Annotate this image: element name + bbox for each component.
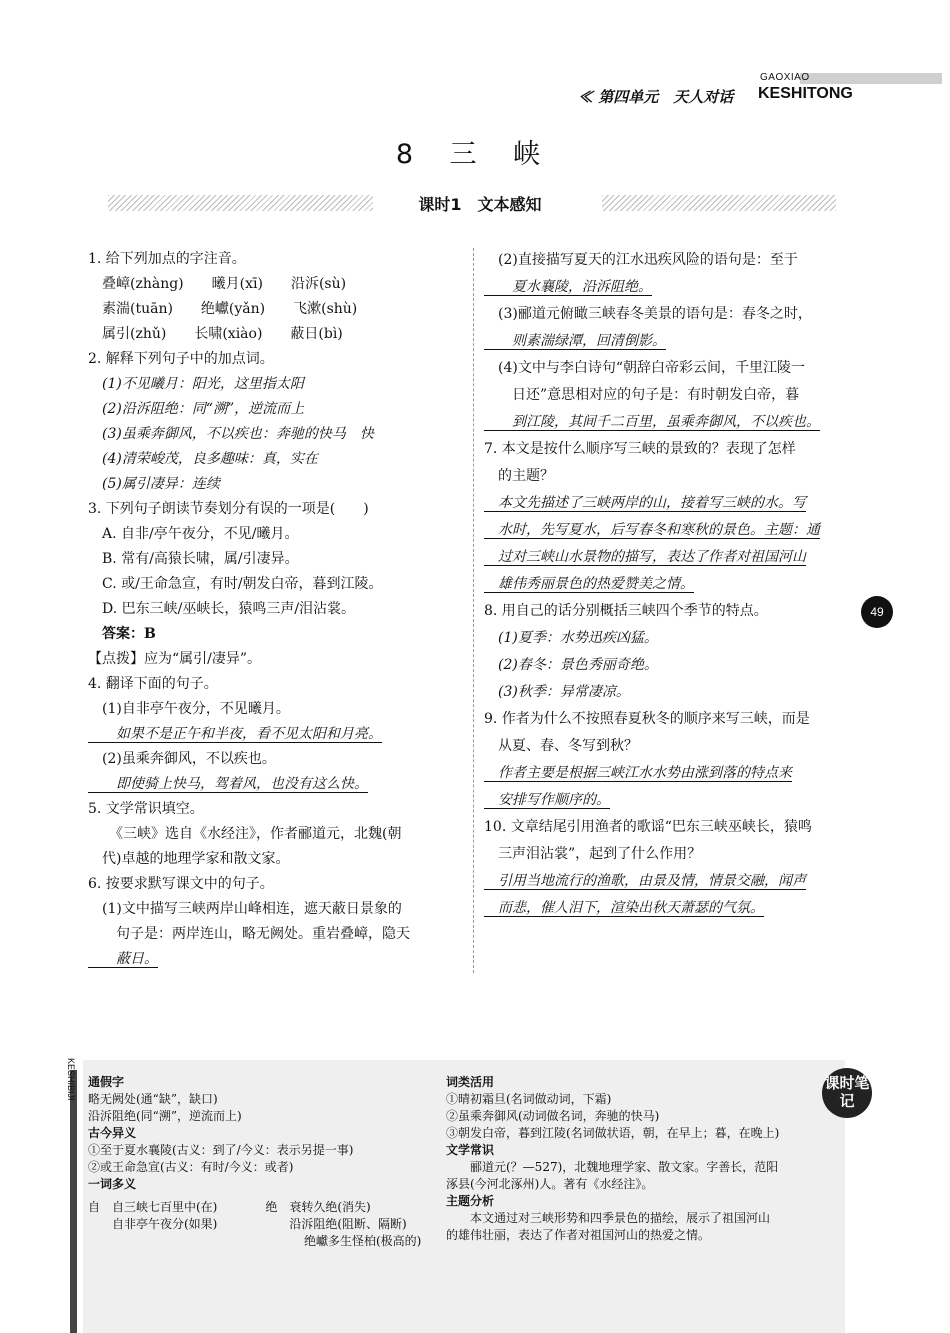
notes-line: ①至于夏水襄陵(古义：到了/今义：表示另提一事) [88,1143,354,1157]
lesson-title: 8 三 峡 [395,139,555,170]
notes-heading: 通假字 [88,1075,125,1089]
left-column [88,247,468,972]
column-divider [473,248,474,973]
text-line: D. 巴东三峡/巫峡长，猿鸣三声/泪沾裳。 [88,601,356,617]
text-line: (1)文中描写三峡两岸山峰相连，遮天蔽日景象的 [88,901,402,917]
answer-line: 即使骑上快马，驾着风，也没有这么快。 [88,776,368,792]
answer-line: 则素湍绿潭，回清倒影。 [484,333,666,349]
notes-line: 沿泝阻绝(同“溯”，逆流而上) [88,1109,242,1123]
notes-heading: 词类活用 [446,1075,495,1089]
unit-title: ≪ 第四单元 天人对话 [578,88,734,106]
header-bar [800,73,942,84]
answer-line: (3)虽乘奔御风，不以疾也：奔驰的快马 快 [88,426,374,442]
text-line: 5. 文学常识填空。 [88,801,204,817]
right-column [484,247,859,922]
answer-line: (3)郦道元俯瞰三峡春冬美景的语句是：春冬之时， [484,306,812,322]
text-line: C. 或/王命急宣，有时/朝发白帝，暮到江陵。 [88,576,383,592]
brand-logo: KESHITONG [758,85,853,102]
text-line: 2. 解释下列句子中的加点词。 [88,351,274,367]
answer-line: 过对三峡山水景物的描写，表达了作者对祖国河山 [484,549,806,565]
notes-line: ②虽乘奔御风(动词做名词，奔驰的快马) [446,1109,660,1123]
answer-line: (2)沿泝阻绝：同“溯”，逆流而上 [88,401,305,417]
hatch-right [602,195,836,211]
notes-line: 涿县(今河北涿州)人。著有《水经注》。 [446,1177,654,1191]
answer-line: 安排写作顺序的。 [484,792,610,808]
answer-line: 如果不是正午和半夜，看不见太阳和月亮。 [88,726,382,742]
text-line: 9. 作者为什么不按照春夏秋冬的顺序来写三峡，而是 [484,711,810,727]
notes-line: 本文通过对三峡形势和四季景色的描绘，展示了祖国河山 [446,1211,771,1225]
notes-heading: 文学常识 [446,1143,495,1157]
text-line: (2)虽乘奔御风，不以疾也。 [88,751,276,767]
text-line: A. 自非/亭午夜分，不见/曦月。 [88,526,299,542]
notes-badge: 课时笔记 [822,1068,872,1118]
hint-line: 【点拨】应为“属引/凄异”。 [88,651,262,667]
text-line: 3. 下列句子朗读节奏划分有误的一项是( ) [88,501,369,517]
notes-line: 自非亭午夜分(如果) 沿泝阻绝(阻断、隔断) [88,1217,407,1231]
answer-line: 日还”意思相对应的句子是：有时朝发白帝，暮 [484,387,800,403]
text-line: 6. 按要求默写课文中的句子。 [88,876,274,892]
answer-line: 蔽日。 [88,951,158,967]
answer-line: 雄伟秀丽景色的热爱赞美之情。 [484,576,694,592]
notes-line: ①晴初霜旦(名词做动词，下霜) [446,1092,612,1106]
text-line: 《三峡》选自《水经注》，作者郦道元，北魏(朝 [88,826,402,842]
text-line: (1)自非亭午夜分，不见曦月。 [88,701,290,717]
page-number: 49 [861,596,893,628]
notes-line: ③朝发白帝，暮到江陵(名词做状语，朝，在早上；暮，在晚上) [446,1126,780,1140]
answer-line: 而悲，催人泪下，渲染出秋天萧瑟的气氛。 [484,900,764,916]
notes-line: 略无阙处(通“缺”，缺口) [88,1092,218,1106]
text-line: 代)卓越的地理学家和散文家。 [88,851,290,867]
answer-line: 到江陵，其间千二百里，虽乘奔御风，不以疾也。 [484,414,820,430]
text-line: 三声泪沾裳”，起到了什么作用？ [484,846,702,862]
notes-heading: 主题分析 [446,1194,495,1208]
answer-line: 作者主要是根据三峡江水水势由涨到落的特点来 [484,765,792,781]
notes-line: 绝巘多生怪柏(极高的) [88,1234,422,1248]
notes-right [446,1074,826,1244]
answer-line: 引用当地流行的渔歌，由景及情，情景交融，闻声 [484,873,806,889]
answer-line: (2)直接描写夏天的江水迅疾风险的语句是：至于 [484,252,798,268]
text-line: 素湍(tuān) 绝巘(yǎn) 飞漱(shù) [88,301,358,317]
answer-line: 水时，先写夏水，后写春冬和寒秋的景色。主题：通 [484,522,820,538]
notes-line: 的雄伟壮丽，表达了作者对祖国河山的热爱之情。 [446,1228,711,1242]
hatch-left [108,195,373,211]
notes-side-bar [70,1070,77,1333]
text-line: 4. 翻译下面的句子。 [88,676,218,692]
answer-line: (4)清荣峻茂，良多趣味：真，实在 [88,451,318,467]
text-line: 10. 文章结尾引用渔者的歌谣“巴东三峡巫峡长，猿鸣 [484,819,812,835]
text-line: 7. 本文是按什么顺序写三峡的景致的？表现了怎样 [484,441,796,457]
text-line: 从夏、春、冬写到秋？ [484,738,638,754]
answer-label: 答案：B [88,626,156,642]
text-line: (4)文中与李白诗句“朝辞白帝彩云间，千里江陵一 [484,360,805,376]
notes-left [88,1074,438,1250]
text-line: 的主题？ [484,468,554,484]
brand-small: GAOXIAO [760,72,810,83]
answer-line: (3)秋季：异常凄凉。 [484,684,630,700]
notes-line: 自 自三峡七百里中(在) 绝 衰转久绝(消失) [88,1200,371,1214]
notes-heading: 一词多义 [88,1177,137,1191]
notes-side-label: KESHIBIJI [66,1058,76,1101]
text-line: 8. 用自己的话分别概括三峡四个季节的特点。 [484,603,768,619]
notes-heading: 古今异义 [88,1126,137,1140]
section-subtitle: 课时1 文本感知 [418,195,542,214]
text-line: 1. 给下列加点的字注音。 [88,251,246,267]
answer-line: (5)属引凄异：连续 [88,476,220,492]
answer-line: 夏水襄陵，沿泝阻绝。 [484,279,652,295]
notes-line: ②或王命急宣(古义：有时/今义：或者) [88,1160,294,1174]
answer-line: 句子是：两岸连山，略无阙处。重岩叠嶂，隐天 [88,926,410,942]
answer-line: (1)夏季：水势迅疾凶猛。 [484,630,658,646]
notes-line: 郦道元(？—527)，北魏地理学家、散文家。字善长，范阳 [446,1160,779,1174]
answer-line: (2)春冬：景色秀丽奇绝。 [484,657,658,673]
text-line: 叠嶂(zhàng) 曦月(xī) 沿泝(sù) [88,276,347,292]
text-line: 属引(zhǔ) 长啸(xiào) 蔽日(bì) [88,326,343,342]
answer-line: 本文先描述了三峡两岸的山，接着写三峡的水。写 [484,495,806,511]
answer-line: (1)不见曦月：阳光，这里指太阳 [88,376,304,392]
text-line: B. 常有/高猿长啸，属/引凄异。 [88,551,299,567]
